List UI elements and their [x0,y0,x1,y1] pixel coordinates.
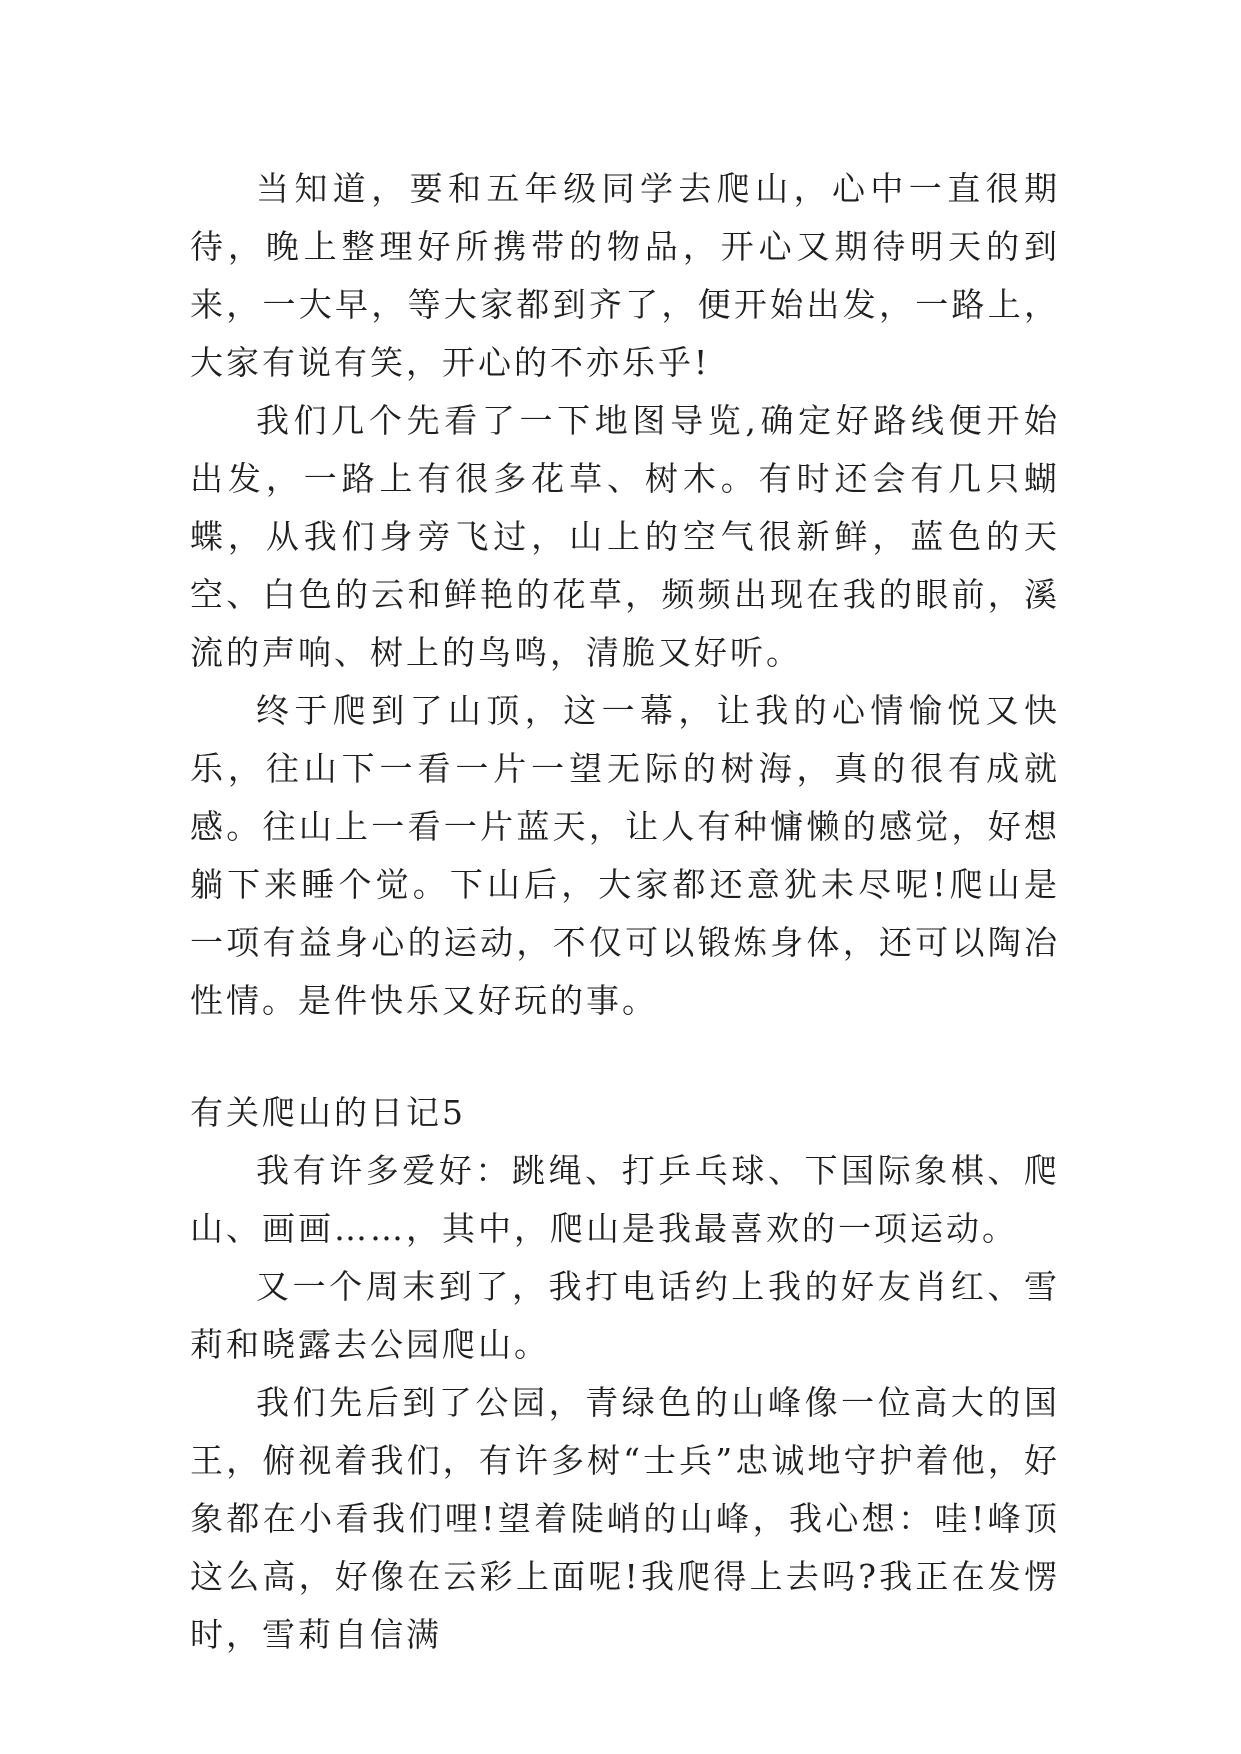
paragraph-summit: 终于爬到了山顶，这一幕，让我的心情愉悦又快乐，往山下一看一片一望无际的树海，真的很有成就感。往山上一看一片蓝天，让人有种慵懒的感觉，好想躺下来睡个觉。下山后，大家都还意犹未尽呢!爬山是一项有益身心的运动，不仅可以锻炼身体，还可以陶冶性情。是件快乐又好玩的事。 [190,691,1060,1020]
paragraph-trail-scenery: 我们几个先看了一下地图导览,确定好路线便开始出发，一路上有很多花草、树木。有时还会有几只蝴蝶，从我们身旁飞过，山上的空气很新鲜，蓝色的天空、白色的云和鲜艳的花草，频频出现在我的眼前，溪流的声响、树上的鸟鸣，清脆又好听。 [190,401,1060,672]
paragraph-park-mountain: 我们先后到了公园，青绿色的山峰像一位高大的国王，俯视着我们，有许多树“士兵”忠诚地守护着他，好象都在小看我们哩!望着陡峭的山峰，我心想：哇!峰顶这么高，好像在云彩上面呢!我爬得上去吗?我正在发愣时，雪莉自信满 [190,1383,1060,1654]
paragraph-climb-anticipation: 当知道，要和五年级同学去爬山，心中一直很期待，晚上整理好所携带的物品，开心又期待明天的到来，一大早，等大家都到齐了，便开始出发，一路上，大家有说有笑，开心的不亦乐乎! [190,169,1060,382]
paragraph-hobbies: 我有许多爱好：跳绳、打乒乓球、下国际象棋、爬山、画画……，其中，爬山是我最喜欢的一项运动。 [190,1151,1060,1248]
document-page [190,160,1060,1664]
section-title: 有关爬山的日记5 [190,1093,466,1132]
paragraph-weekend-invite: 又一个周末到了，我打电话约上我的好友肖红、雪莉和晓露去公园爬山。 [190,1267,1060,1364]
